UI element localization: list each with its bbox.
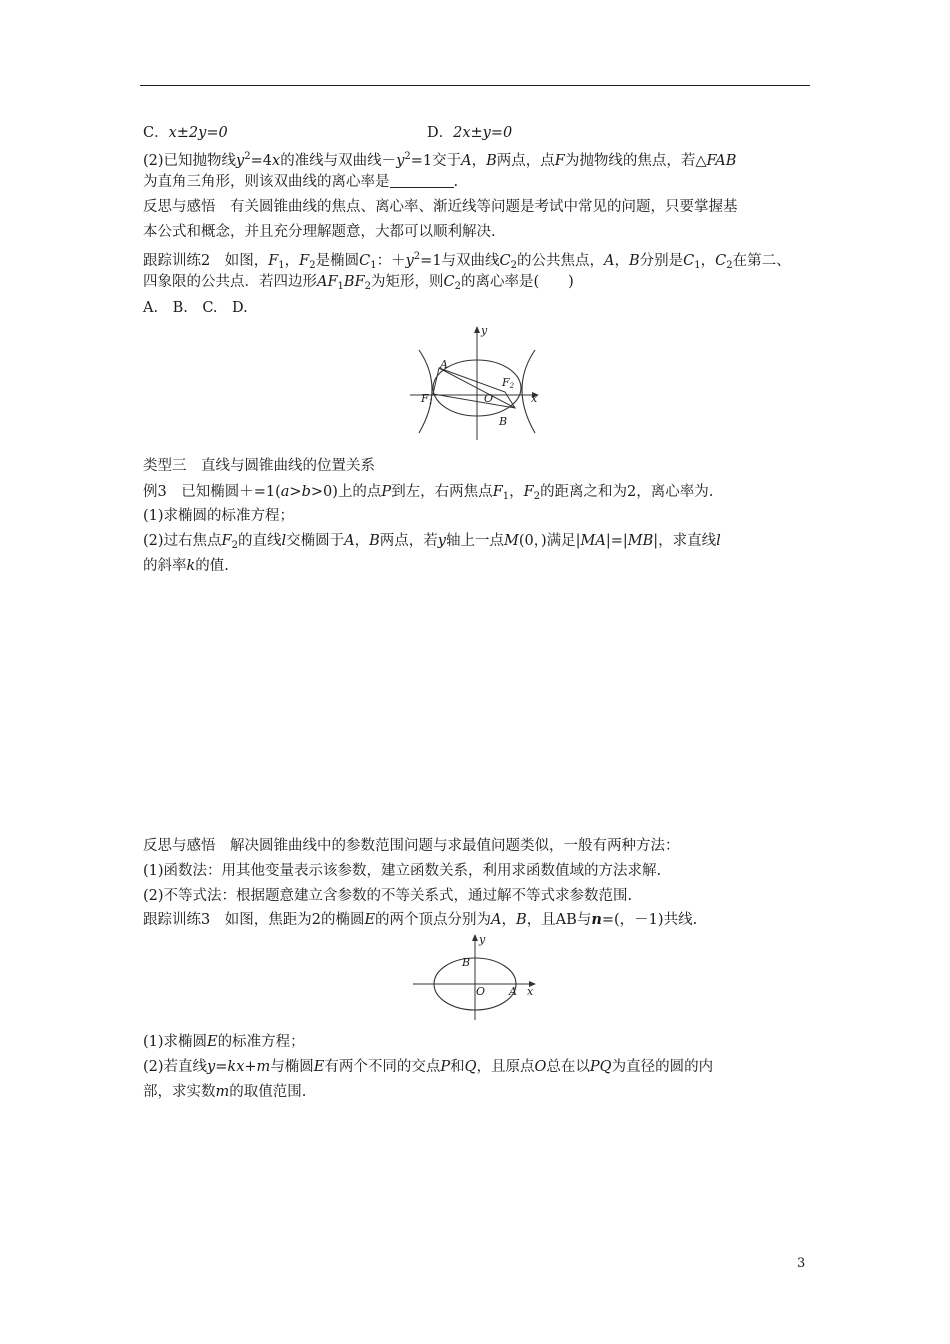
label-x: x [531,392,538,405]
example-3-line-1: 例3 已知椭圆＋=1(a>b>0)上的点P到左，右两焦点$F_1$，$F_2$的距离之和为2，离心率为. [143,484,714,502]
track-2-line-2: 四象限的公共点．若四边形$AF_1BF_2$为矩形，则$C_2$的离心率是( ) [143,274,574,292]
track-2-options: A. B. C. D. [143,300,248,316]
y-axis-arrow [472,934,478,941]
label-f1: F1 [421,392,434,406]
label-y: y [479,933,486,946]
reflection-2-line-1: 反思与感悟 解决圆锥曲线中的参数范围问题与求最值问题类似，一般有两种方法： [143,838,680,854]
ellipse-e-figure [408,928,548,1023]
reflection-2-line-3: (2)不等式法：根据题意建立含参数的不等关系式，通过解不等式求参数范围. [143,888,633,904]
label-o: O [484,392,494,405]
label-y: y [481,324,488,337]
example-3-part-2-line-1: (2)过右焦点$F_2$的直线l交椭圆于A，B两点，若y轴上一点M(0，)满足|MA|=|MB|，求直线l [143,533,721,551]
type-3-heading: 类型三 直线与圆锥曲线的位置关系 [143,458,375,474]
reflection-2-line-2: (1)函数法：用其他变量表示该参数，建立函数关系，利用求函数值域的方法求解. [143,863,662,879]
label-x: x [527,985,534,998]
track-3-part-1: (1)求椭圆E的标准方程； [143,1034,305,1050]
reflection-1-line-2: 本公式和概念，并且充分理解题意，大都可以顺利解决. [143,224,496,240]
track-3-part-2-line-1: (2)若直线y=kx+m与椭圆E有两个不同的交点P和Q，且原点O总在以PQ为直径的圆的内 [143,1059,714,1075]
options-c-d: C．x±2y=0 D．2x±y=0 [143,125,513,141]
page-number: 3 [797,1256,806,1271]
question-2-line-2: 为直角三角形，则该双曲线的离心率是 . [143,174,459,190]
label-a: A [509,985,517,998]
example-3-part-2-line-2: 的斜率k的值. [143,558,229,574]
ellipse-hyperbola-figure [405,318,555,443]
track-2-line-1: 跟踪训练2 如图，$F_1$，$F_2$是椭圆$C_1$：$+y^2=1$与双曲线$C_2$的公共焦点，A，B分别是$C_1$，$C_2$在第二、 [143,251,791,271]
y-axis-arrow [474,326,480,333]
reflection-1-line-1: 反思与感悟 有关圆锥曲线的焦点、离心率、渐近线等问题是考试中常见的问题，只要掌握基 [143,199,738,215]
label-o: O [476,985,486,998]
track-3-line-1: 跟踪训练3 如图，焦距为2的椭圆E的两个顶点分别为A，B，且AB与n=(，－1)共线. [143,911,698,928]
label-a: A [440,358,448,371]
label-f2: F2 [502,376,515,390]
question-2-line-1: (2)已知抛物线$y^2=4x$的准线与双曲线$-y^2=1$交于A，B两点，点F为抛物线的焦点，若△FAB [143,151,737,169]
label-b: B [462,956,471,969]
answer-blank [390,174,454,188]
example-3-part-1: (1)求椭圆的标准方程； [143,508,295,524]
label-b: B [499,415,508,428]
track-3-part-2-line-2: 部，求实数m的取值范围. [143,1084,307,1100]
header-rule [140,85,810,86]
